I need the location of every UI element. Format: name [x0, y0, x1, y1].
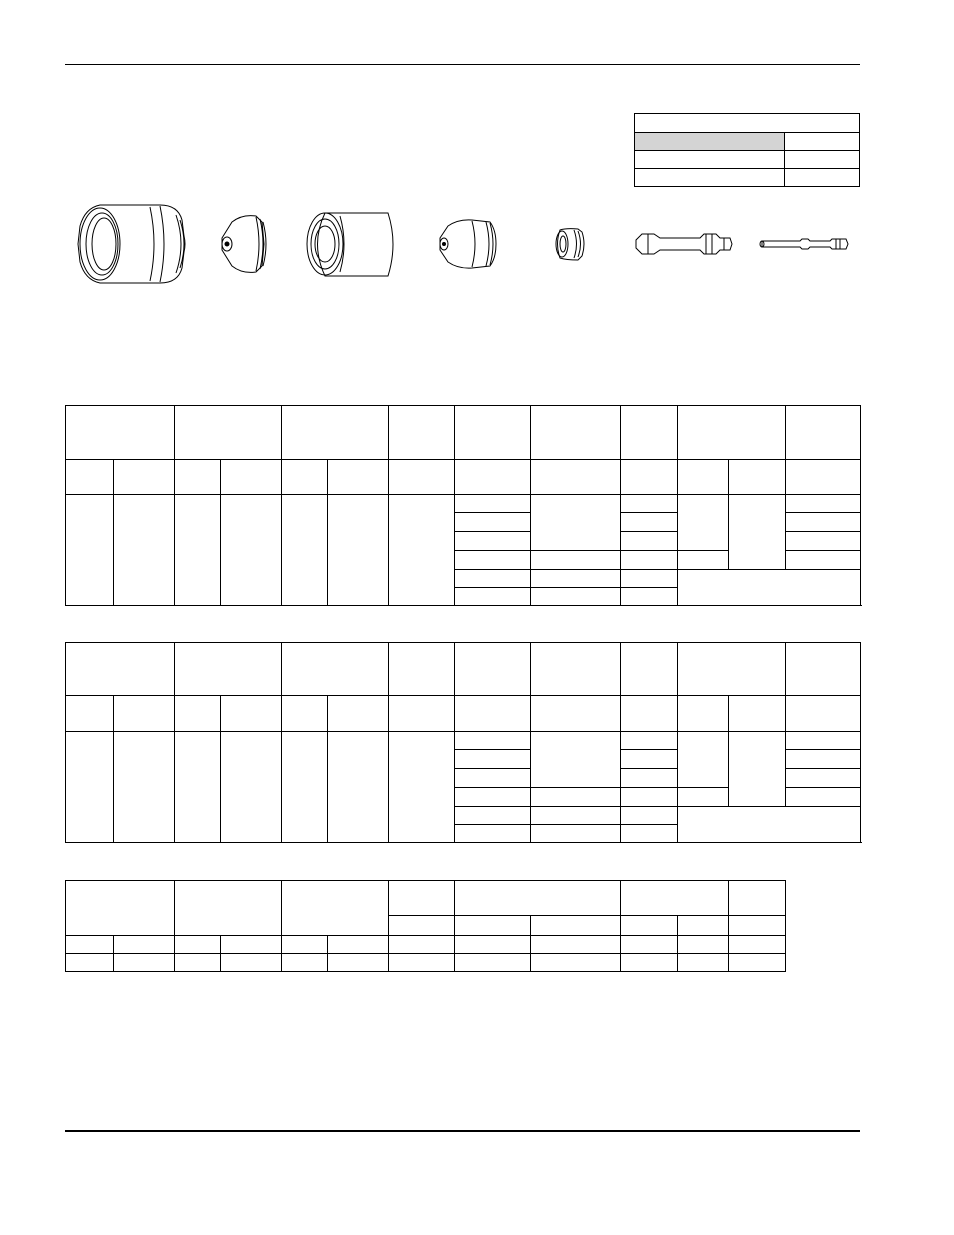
footer-rule: [65, 1130, 860, 1132]
table-cell: [729, 954, 786, 972]
table-cell: [531, 807, 621, 825]
table-cell: [66, 732, 114, 843]
table-cell: [729, 916, 786, 936]
water-tube-icon: [760, 239, 848, 249]
table-cell: [678, 551, 729, 570]
table-cell: [455, 732, 531, 750]
table-cell: [621, 807, 678, 825]
table-cell: [66, 495, 114, 606]
table-cell: [621, 750, 678, 769]
electrode-icon: [636, 234, 732, 254]
nozzle-retaining-cap-icon: [222, 216, 266, 273]
table-cell: [66, 954, 114, 972]
table-cell: [328, 954, 389, 972]
table-cell: [328, 696, 389, 732]
table-cell: [531, 954, 621, 972]
table-cell: [66, 881, 175, 936]
table-cell: [389, 495, 455, 606]
table-cell: [531, 936, 621, 954]
table-cell: [531, 588, 621, 606]
table-cell: [282, 406, 389, 460]
table-cell: [455, 696, 531, 732]
table-cell: [175, 954, 221, 972]
legend-cell: [635, 151, 785, 169]
table-cell: [282, 495, 328, 606]
table-cell: [729, 696, 786, 732]
table-cell: [455, 788, 531, 807]
table-cell: [114, 936, 175, 954]
legend-cell: [635, 169, 785, 187]
table-cell: [786, 532, 861, 551]
table-cell: [786, 643, 861, 696]
table-cell: [175, 732, 221, 843]
table-cell: [455, 881, 621, 916]
table-cell: [455, 825, 531, 843]
table-cell: [531, 570, 621, 588]
table-cell: [455, 588, 531, 606]
table-cell: [729, 460, 786, 495]
table-cell: [621, 643, 678, 696]
table-cell: [175, 696, 221, 732]
table-cell: [114, 732, 175, 843]
table-cell: [531, 406, 621, 460]
table-cell: [621, 881, 729, 916]
table-cell: [455, 936, 531, 954]
shield-icon: [78, 205, 185, 283]
table-cell: [455, 750, 531, 769]
table-cell: [282, 936, 328, 954]
swirl-ring-icon: [556, 229, 584, 260]
cut-chart-table-2: [65, 642, 861, 843]
legend-cell: [785, 133, 860, 151]
table-cell: [531, 495, 621, 551]
table-cell: [531, 643, 621, 696]
table-cell: [678, 460, 729, 495]
table-cell: [621, 916, 678, 936]
table-cell: [221, 954, 282, 972]
table-cell: [221, 696, 282, 732]
consumable-parts-illustration: [60, 195, 860, 295]
table-cell: [678, 570, 861, 606]
table-cell: [455, 807, 531, 825]
table-cell: [531, 551, 621, 570]
table-cell: [455, 495, 531, 513]
table-cell: [282, 732, 328, 843]
table-cell: [282, 881, 389, 936]
table-cell: [389, 936, 455, 954]
table-cell: [221, 460, 282, 495]
table-cell: [621, 406, 678, 460]
table-cell: [678, 916, 729, 936]
table-cell: [455, 769, 531, 788]
table-cell: [389, 406, 455, 460]
table-cell: [531, 788, 621, 807]
table-cell: [531, 460, 621, 495]
table-cell: [678, 807, 861, 843]
table-cell: [221, 936, 282, 954]
table-cell: [221, 495, 282, 606]
table-cell: [455, 460, 531, 495]
table-cell: [455, 916, 531, 936]
table-cell: [455, 513, 531, 532]
retaining-cap-icon: [307, 213, 393, 276]
table-cell: [621, 460, 678, 495]
table-cell: [455, 406, 531, 460]
table-cell: [678, 954, 729, 972]
table-cell: [621, 788, 678, 807]
table-cell: [786, 495, 861, 513]
table-cell: [729, 881, 786, 916]
table-cell: [678, 643, 786, 696]
table-cell: [621, 513, 678, 532]
table-cell: [621, 532, 678, 551]
table-cell: [389, 460, 455, 495]
table-cell: [621, 954, 678, 972]
table-cell: [389, 696, 455, 732]
table-cell: [729, 495, 786, 570]
table-cell: [455, 532, 531, 551]
table-cell: [455, 570, 531, 588]
table-cell: [175, 643, 282, 696]
table-cell: [621, 588, 678, 606]
table-cell: [114, 954, 175, 972]
table-cell: [531, 825, 621, 843]
table-cell: [175, 460, 221, 495]
table-cell: [678, 732, 729, 788]
table-cell: [621, 936, 678, 954]
table-cell: [66, 460, 114, 495]
table-cell: [786, 696, 861, 732]
table-cell: [678, 495, 729, 551]
nozzle-icon: [440, 220, 496, 268]
table-cell: [786, 460, 861, 495]
table-cell: [786, 769, 861, 788]
table-cell: [678, 936, 729, 954]
table-cell: [621, 570, 678, 588]
table-cell: [175, 881, 282, 936]
table-cell: [786, 406, 861, 460]
table-cell: [786, 732, 861, 750]
legend-cell: [785, 169, 860, 187]
table-cell: [678, 696, 729, 732]
table-cell: [282, 696, 328, 732]
table-cell: [282, 643, 389, 696]
table-cell: [328, 495, 389, 606]
table-cell: [621, 495, 678, 513]
table-cell: [786, 788, 861, 807]
table-cell: [621, 551, 678, 570]
table-cell: [66, 406, 175, 460]
legend-header-cell: [635, 114, 860, 133]
table-cell: [389, 732, 455, 843]
table-cell: [531, 696, 621, 732]
table-cell: [621, 732, 678, 750]
header-rule: [65, 64, 860, 65]
table-cell: [621, 825, 678, 843]
table-cell: [786, 513, 861, 532]
table-cell: [175, 406, 282, 460]
table-cell: [328, 936, 389, 954]
table-cell: [328, 732, 389, 843]
table-cell: [282, 954, 328, 972]
table-cell: [729, 732, 786, 807]
table-cell: [282, 460, 328, 495]
table-cell: [729, 936, 786, 954]
table-cell: [455, 551, 531, 570]
table-cell: [455, 954, 531, 972]
legend-cell: [785, 151, 860, 169]
table-cell: [66, 936, 114, 954]
table-cell: [389, 643, 455, 696]
table-cell: [114, 696, 175, 732]
table-cell: [786, 750, 861, 769]
table-cell: [678, 788, 729, 807]
table-cell: [786, 551, 861, 570]
legend-table: [634, 113, 860, 187]
table-cell: [455, 643, 531, 696]
table-cell: [221, 732, 282, 843]
table-cell: [175, 936, 221, 954]
table-cell: [389, 881, 455, 916]
table-cell: [328, 460, 389, 495]
table-cell: [114, 460, 175, 495]
table-cell: [389, 954, 455, 972]
table-cell: [531, 916, 621, 936]
table-cell: [389, 916, 455, 936]
table-cell: [66, 643, 175, 696]
table-cell: [66, 696, 114, 732]
table-cell: [621, 769, 678, 788]
table-cell: [175, 495, 221, 606]
cut-chart-table-1: [65, 405, 861, 606]
table-cell: [531, 732, 621, 788]
cut-chart-table-3: [65, 880, 786, 972]
table-cell: [621, 696, 678, 732]
table-cell: [114, 495, 175, 606]
table-cell: [678, 406, 786, 460]
legend-cell: [635, 133, 785, 151]
